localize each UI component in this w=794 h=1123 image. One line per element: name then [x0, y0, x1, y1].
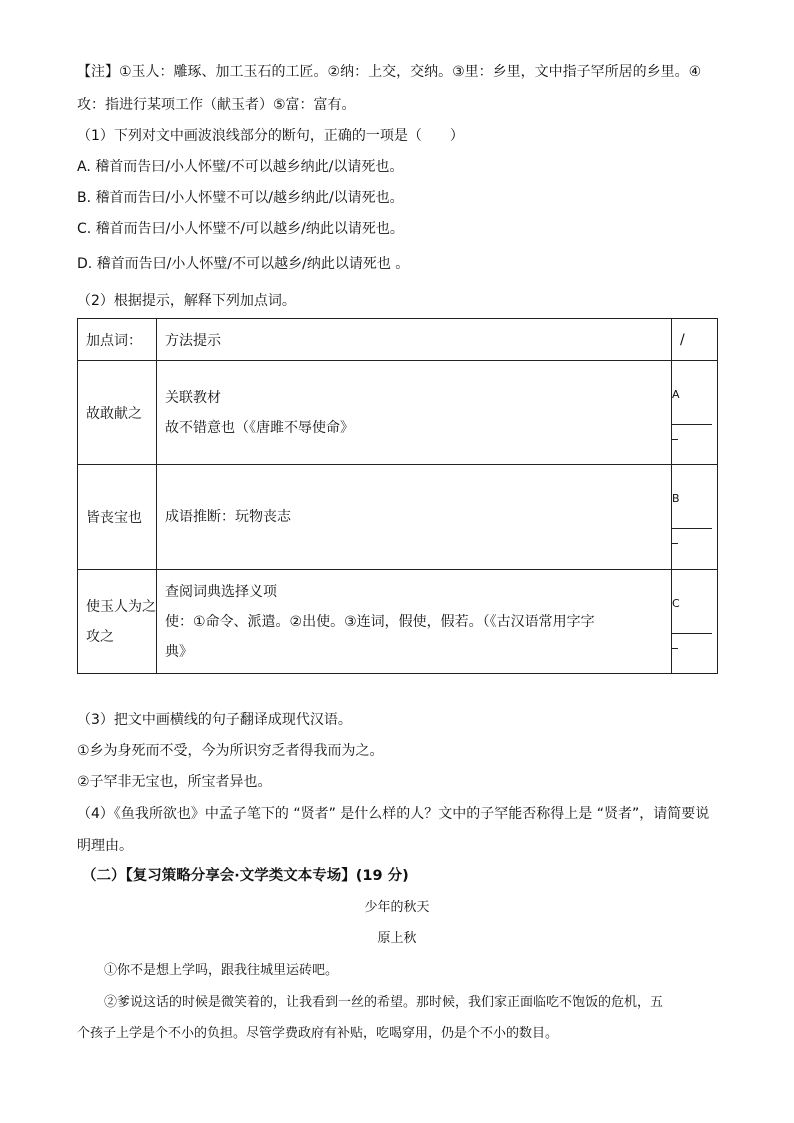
row-hint	[157, 465, 672, 570]
table-row	[78, 361, 718, 465]
question-4-line-1: （4）《鱼我所欲也》中孟子笔下的 “贤者” 是什么样的人？文中的子罕能否称得上是 “贤者”，请简要说	[77, 806, 710, 822]
hint-line: 使：①命令、派遣。②出使。③连词，假使，假若。（《古汉语常用字字	[165, 613, 595, 630]
row-word	[78, 570, 157, 674]
row-hint	[157, 570, 672, 674]
question-3-stem: （3）把文中画横线的句子翻译成现代汉语。	[77, 712, 352, 728]
word-line: 攻之	[86, 628, 114, 645]
row-hint	[157, 361, 672, 465]
answer-cell-a[interactable]	[672, 361, 718, 465]
blank-tail	[672, 648, 678, 649]
annotation-line-1: 【注】①玉人：雕琢、加工玉石的工匠。②纳：上交，交纳。③里：乡里，文中指子罕所居的乡里。④	[77, 64, 702, 80]
option-d: D. 稽首而告曰/小人怀璧/不可以越乡/纳此以请死也 。	[77, 256, 410, 272]
article-paragraph-1: ①你不是想上学吗，跟我往城里运砖吧。	[104, 963, 339, 978]
article-author: 原上秋	[377, 931, 417, 946]
option-a: A. 稽首而告曰/小人怀璧/不可以越乡纳此/以请死也。	[77, 159, 404, 175]
question-4-line-2: 明理由。	[77, 838, 133, 854]
hint-line: 关联教材	[165, 389, 221, 406]
article-title: 少年的秋天	[364, 900, 430, 915]
table-row	[78, 465, 718, 570]
article-paragraph-2-line-1: ②爹说这话的时候是微笑着的，让我看到一丝的希望。那时候，我们家正面临吃不饱饭的危机，五	[104, 995, 664, 1010]
word-explanation-table	[77, 318, 718, 674]
answer-blank[interactable]	[672, 408, 712, 425]
hint-line: 查阅词典选择义项	[165, 583, 277, 600]
answer-label: C	[672, 596, 680, 610]
question-1-stem: （1）下列对文中画波浪线部分的断句，正确的一项是（ ）	[77, 128, 464, 144]
table-header-row	[78, 319, 718, 361]
answer-blank[interactable]	[672, 617, 712, 634]
answer-cell-c[interactable]	[672, 570, 718, 674]
answer-label: A	[672, 387, 680, 401]
section-2-heading: （二）【复习策略分享会·文学类文本专场】(19 分)	[82, 868, 409, 884]
hint-line: 成语推断：玩物丧志	[165, 509, 291, 525]
answer-cell-b[interactable]	[672, 465, 718, 570]
answer-label: B	[672, 492, 680, 505]
header-hint: 方法提示	[157, 319, 672, 361]
option-b: B. 稽首而告曰/小人怀璧不可以/越乡纳此/以请死也。	[77, 190, 404, 206]
header-answer: /	[672, 319, 718, 361]
blank-tail	[672, 543, 678, 544]
row-word: 皆丧宝也	[78, 465, 157, 570]
word-line: 使玉人为之	[86, 598, 156, 615]
option-c: C. 稽首而告曰/小人怀璧不/可以越乡/纳此以请死也。	[77, 221, 404, 237]
translate-sentence-2: ②子罕非无宝也，所宝者异也。	[77, 774, 272, 790]
hint-line: 故不错意也（《唐雎不辱使命》	[165, 419, 354, 436]
header-word: 加点词：	[78, 319, 157, 361]
article-paragraph-2-line-2: 个孩子上学是个不小的负担。尽管学费政府有补贴，吃喝穿用，仍是个不小的数目。	[77, 1026, 559, 1041]
answer-blank[interactable]	[672, 512, 712, 529]
table-row	[78, 570, 718, 674]
question-2-stem: （2）根据提示，解释下列加点词。	[77, 293, 296, 309]
row-word: 故敢献之	[78, 361, 157, 465]
translate-sentence-1: ①乡为身死而不受，今为所识穷乏者得我而为之。	[77, 743, 384, 759]
hint-line: 典》	[165, 643, 193, 660]
annotation-line-2: 攻：指进行某项工作（献玉者）⑤富：富有。	[77, 97, 356, 113]
blank-tail	[672, 439, 678, 440]
